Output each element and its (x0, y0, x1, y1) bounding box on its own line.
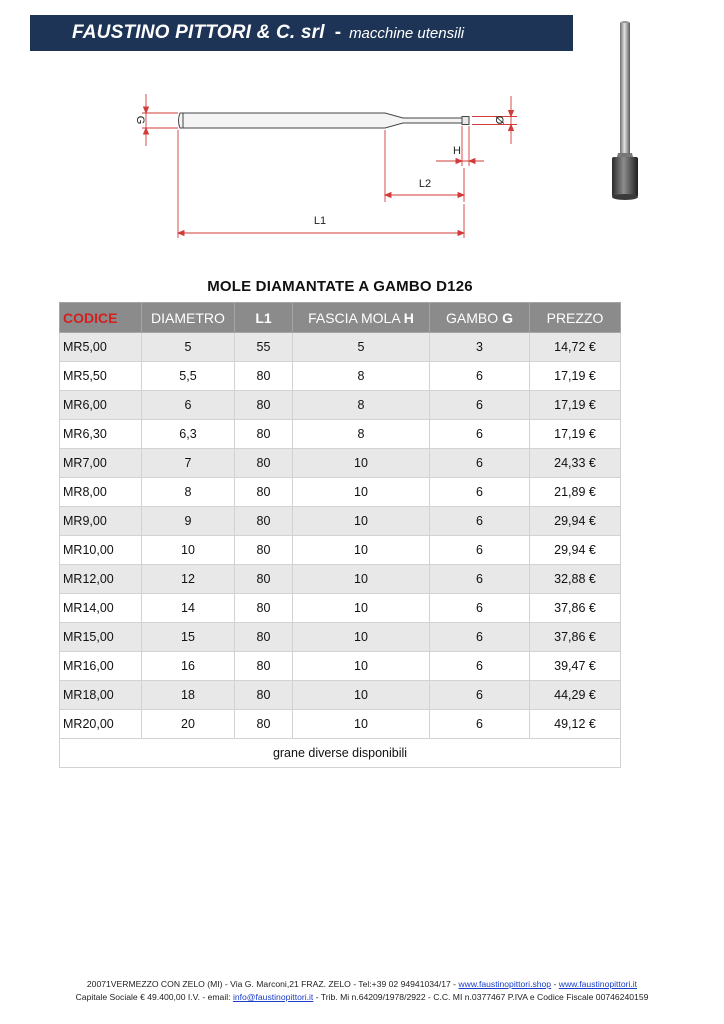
table-row (60, 710, 621, 739)
header-l1: L1 (235, 303, 293, 333)
cell-code: MR20,00 (60, 710, 142, 739)
table-row (60, 536, 621, 565)
cell-diameter: 18 (142, 681, 235, 710)
tool-dimension-diagram (120, 80, 540, 250)
cell-shank: 6 (430, 362, 530, 391)
cell-l1: 80 (235, 391, 293, 420)
label-l1: L1 (313, 215, 327, 227)
table-row (60, 478, 621, 507)
cell-shank: 6 (430, 681, 530, 710)
table-header-row (60, 303, 621, 333)
cell-shank: 6 (430, 449, 530, 478)
cell-l1: 80 (235, 681, 293, 710)
cell-band: 10 (293, 681, 430, 710)
cell-diameter: 5 (142, 333, 235, 362)
company-name: FAUSTINO PITTORI & C. srl (72, 22, 325, 43)
cell-band: 10 (293, 710, 430, 739)
cell-price: 49,12 € (530, 710, 621, 739)
cell-code: MR6,00 (60, 391, 142, 420)
cell-code: MR5,00 (60, 333, 142, 362)
cell-l1: 80 (235, 362, 293, 391)
cell-diameter: 14 (142, 594, 235, 623)
cell-diameter: 16 (142, 652, 235, 681)
table-row (60, 594, 621, 623)
cell-band: 8 (293, 420, 430, 449)
label-diameter: Ø (493, 115, 505, 125)
cell-l1: 80 (235, 420, 293, 449)
table-row (60, 362, 621, 391)
cell-code: MR15,00 (60, 623, 142, 652)
cell-price: 17,19 € (530, 391, 621, 420)
cell-price: 17,19 € (530, 362, 621, 391)
cell-shank: 6 (430, 594, 530, 623)
cell-diameter: 10 (142, 536, 235, 565)
cell-code: MR6,30 (60, 420, 142, 449)
cell-code: MR8,00 (60, 478, 142, 507)
cell-diameter: 15 (142, 623, 235, 652)
table-row (60, 623, 621, 652)
dimension-labels (134, 116, 505, 227)
cell-code: MR18,00 (60, 681, 142, 710)
cell-band: 8 (293, 362, 430, 391)
cell-band: 10 (293, 565, 430, 594)
cell-l1: 80 (235, 449, 293, 478)
cell-code: MR5,50 (60, 362, 142, 391)
cell-price: 37,86 € (530, 623, 621, 652)
cell-price: 44,29 € (530, 681, 621, 710)
cell-code: MR9,00 (60, 507, 142, 536)
cell-price: 24,33 € (530, 449, 621, 478)
cell-diameter: 6 (142, 391, 235, 420)
cell-band: 8 (293, 391, 430, 420)
cell-l1: 80 (235, 623, 293, 652)
cell-diameter: 7 (142, 449, 235, 478)
label-l2: L2 (418, 178, 432, 190)
cell-band: 10 (293, 623, 430, 652)
cell-l1: 80 (235, 478, 293, 507)
label-g: G (134, 115, 146, 125)
cell-code: MR10,00 (60, 536, 142, 565)
email-link[interactable]: info@faustinopittori.it (232, 992, 314, 1002)
cell-diameter: 9 (142, 507, 235, 536)
cell-shank: 3 (430, 333, 530, 362)
site-link[interactable]: www.faustinopittori.it (558, 979, 638, 989)
table-note-row (60, 739, 621, 768)
cell-shank: 6 (430, 623, 530, 652)
cell-l1: 80 (235, 507, 293, 536)
header-price: PREZZO (530, 303, 621, 333)
table-row (60, 565, 621, 594)
cell-price: 29,94 € (530, 507, 621, 536)
company-banner (30, 15, 573, 51)
company-tagline: macchine utensili (349, 24, 465, 42)
table-row (60, 333, 621, 362)
cell-shank: 6 (430, 420, 530, 449)
footer-line-1: 20071VERMEZZO CON ZELO (MI) - Via G. Marconi,21 FRAZ. ZELO - Tel:+39 02 94941034/17 - www.faustinopittori.shop - www.faustinopittori.it (86, 979, 638, 989)
cell-band: 10 (293, 594, 430, 623)
cell-diameter: 5,5 (142, 362, 235, 391)
cell-shank: 6 (430, 478, 530, 507)
table-title: MOLE DIAMANTATE A GAMBO D126 (207, 278, 473, 295)
cell-price: 29,94 € (530, 536, 621, 565)
cell-shank: 6 (430, 652, 530, 681)
cell-band: 10 (293, 478, 430, 507)
header-band: FASCIA MOLA H (293, 303, 430, 333)
cell-price: 32,88 € (530, 565, 621, 594)
cell-price: 39,47 € (530, 652, 621, 681)
cell-code: MR14,00 (60, 594, 142, 623)
table-row (60, 652, 621, 681)
cell-l1: 80 (235, 710, 293, 739)
table-row (60, 420, 621, 449)
footer (0, 978, 724, 1004)
label-h: H (453, 145, 461, 157)
cell-band: 10 (293, 449, 430, 478)
grinding-wheel-photo (600, 15, 650, 205)
cell-price: 37,86 € (530, 594, 621, 623)
cell-l1: 80 (235, 536, 293, 565)
table-row (60, 507, 621, 536)
cell-diameter: 20 (142, 710, 235, 739)
shop-link[interactable]: www.faustinopittori.shop (458, 979, 552, 989)
cell-code: MR12,00 (60, 565, 142, 594)
cell-shank: 6 (430, 536, 530, 565)
header-code: CODICE (60, 303, 142, 333)
cell-band: 10 (293, 536, 430, 565)
cell-l1: 55 (235, 333, 293, 362)
table-row (60, 391, 621, 420)
price-table (59, 302, 621, 768)
cell-band: 10 (293, 507, 430, 536)
cell-price: 14,72 € (530, 333, 621, 362)
cell-price: 17,19 € (530, 420, 621, 449)
cell-shank: 6 (430, 391, 530, 420)
cell-l1: 80 (235, 594, 293, 623)
cell-code: MR16,00 (60, 652, 142, 681)
header-diameter: DIAMETRO (142, 303, 235, 333)
cell-shank: 6 (430, 507, 530, 536)
cell-band: 10 (293, 652, 430, 681)
cell-shank: 6 (430, 565, 530, 594)
cell-l1: 80 (235, 652, 293, 681)
footer-line-2: Capitale Sociale € 49.400,00 I.V. - email: info@faustinopittori.it - Trib. Mi n.64209/1978/2922 - C.C. MI n.0377467 P.IVA e Codice Fiscale 00746240159 (75, 992, 649, 1002)
table-row (60, 681, 621, 710)
cell-diameter: 12 (142, 565, 235, 594)
cell-diameter: 6,3 (142, 420, 235, 449)
table-row (60, 449, 621, 478)
cell-diameter: 8 (142, 478, 235, 507)
table-note: grane diverse disponibili (60, 739, 621, 768)
cell-l1: 80 (235, 565, 293, 594)
cell-band: 5 (293, 333, 430, 362)
banner-separator: - (334, 22, 342, 43)
header-shank: GAMBO G (430, 303, 530, 333)
tool-outline (179, 113, 470, 128)
cell-price: 21,89 € (530, 478, 621, 507)
cell-code: MR7,00 (60, 449, 142, 478)
cell-shank: 6 (430, 710, 530, 739)
